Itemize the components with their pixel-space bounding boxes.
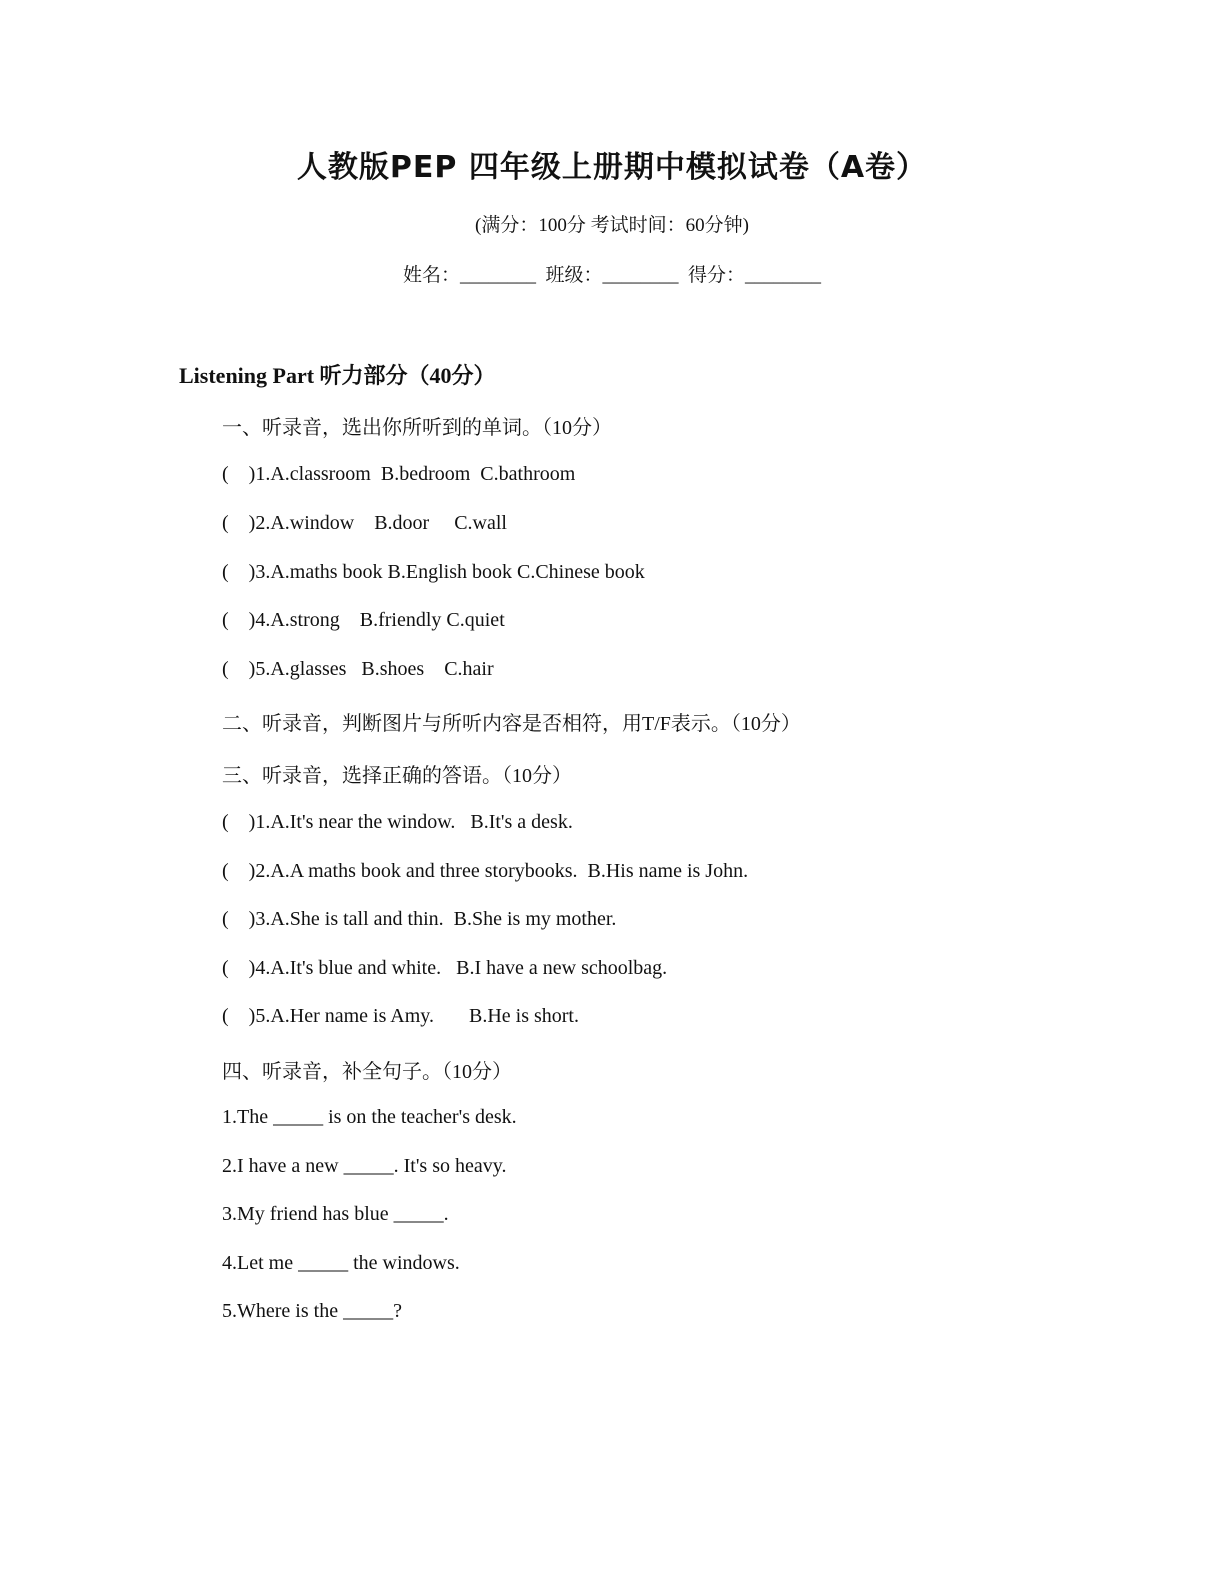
part1-item: ( )5.A.glasses B.shoes C.hair [222,658,494,680]
part1-item: ( )3.A.maths book B.English book C.Chinese book [222,561,645,583]
class-field: 班级：________ [545,265,679,286]
part1-item: ( )4.A.strong B.friendly C.quiet [222,609,505,631]
name-field: 姓名：________ [402,265,536,286]
part3-heading: 三、听录音，选择正确的答语。（10分） [222,765,572,787]
part4-item: 1.The _____ is on the teacher's desk. [222,1106,517,1128]
part3-item: ( )5.A.Her name is Amy. B.He is short. [222,1005,579,1027]
part4-heading: 四、听录音，补全句子。（10分） [222,1061,512,1083]
part4-item: 2.I have a new _____. It's so heavy. [222,1155,507,1177]
student-info [0,260,1224,287]
part3-item: ( )2.A.A maths book and three storybooks. B.His name is John. [222,860,749,882]
part4-item: 4.Let me _____ the windows. [222,1252,460,1274]
part1-heading: 一、听录音，选出你所听到的单词。（10分） [222,417,612,439]
part4-item: 5.Where is the _____? [222,1300,402,1322]
part3-item: ( )3.A.She is tall and thin. B.She is my mother. [222,908,617,930]
part2-heading: 二、听录音，判断图片与所听内容是否相符，用T/F表示。（10分） [222,713,801,735]
part1-item: ( )2.A.window B.door C.wall [222,512,507,534]
score-field: 得分：________ [688,265,822,286]
part1-item: ( )1.A.classroom B.bedroom C.bathroom [222,463,576,485]
exam-title: 人教版PEP 四年级上册期中模拟试卷（A卷） [296,150,928,185]
part3-item: ( )1.A.It's near the window. B.It's a desk. [222,811,573,833]
part4-item: 3.My friend has blue _____. [222,1203,449,1225]
part3-item: ( )4.A.It's blue and white. B.I have a new schoolbag. [222,957,668,979]
exam-subtitle: (满分：100分 考试时间：60分钟) [475,215,749,236]
section-heading: Listening Part 听力部分（40分） [179,363,496,388]
